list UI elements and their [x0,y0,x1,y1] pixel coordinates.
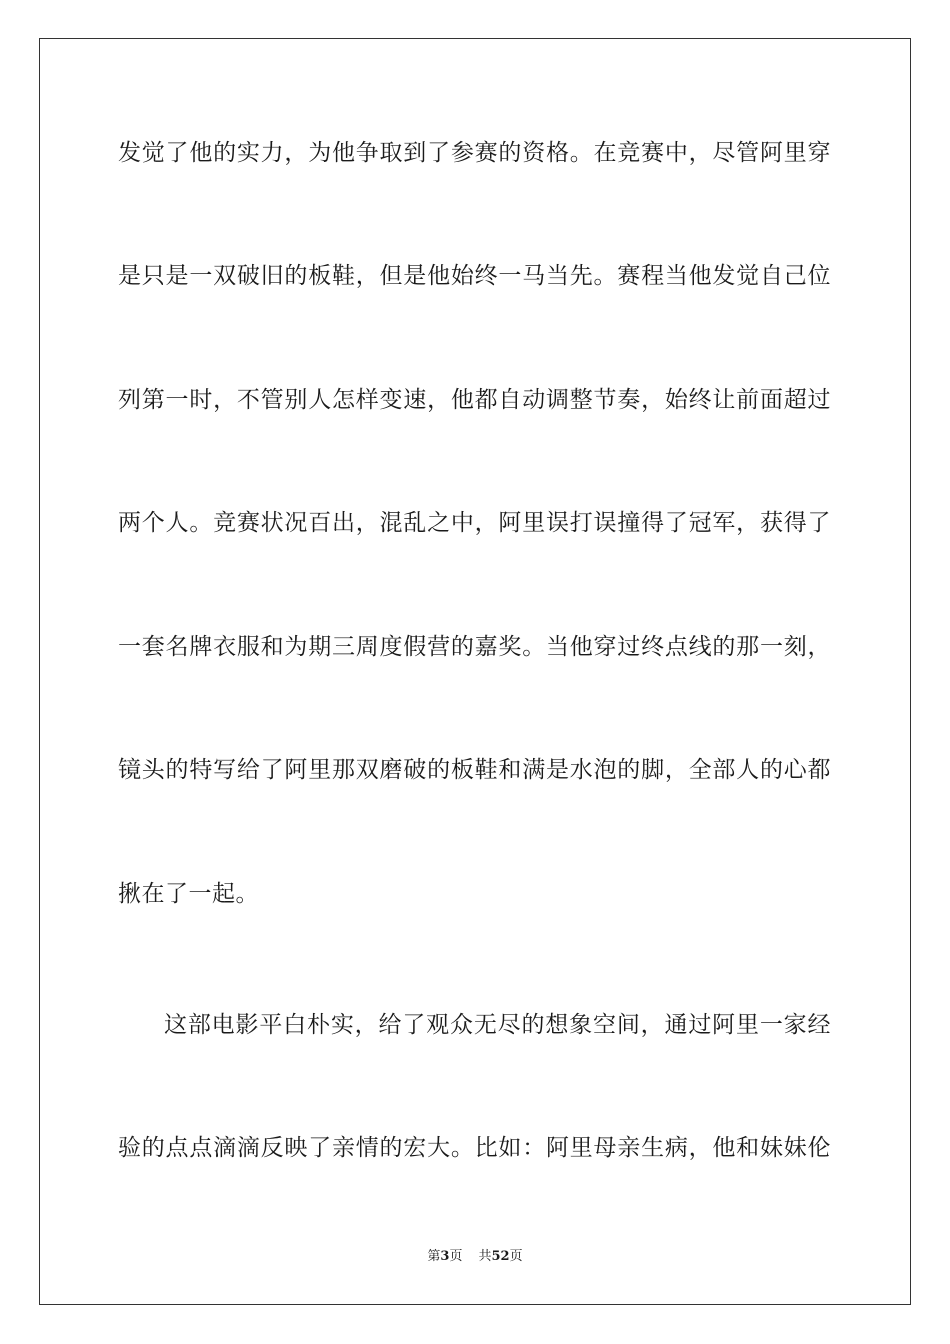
page-suffix: 页 [449,1249,463,1264]
total-suffix: 页 [509,1249,523,1264]
text-line-5: 一套名牌衣服和为期三周度假营的嘉奖。当他穿过终点线的那一刻， [118,634,831,660]
text-line-1: 发觉了他的实力，为他争取到了参赛的资格。在竞赛中，尽管阿里穿 [118,140,831,166]
page-number: 3 [440,1249,450,1264]
text-line-6: 镜头的特写给了阿里那双磨破的板鞋和满是水泡的脚，全部人的心都 [118,757,831,783]
total-pages: 52 [491,1249,510,1264]
text-line-4: 两个人。竞赛状况百出，混乱之中，阿里误打误撞得了冠军，获得了 [118,510,831,536]
page-footer [0,1248,950,1266]
page-prefix: 第 [427,1249,441,1264]
text-line-9: 验的点点滴滴反映了亲情的宏大。比如：阿里母亲生病，他和妹妹伦 [118,1135,831,1161]
paragraph-start-line: 这部电影平白朴实，给了观众无尽的想象空间，通过阿里一家经 [164,1012,831,1038]
text-line-3: 列第一时，不管别人怎样变速，他都自动调整节奏，始终让前面超过 [118,387,831,413]
text-line-2: 是只是一双破旧的板鞋，但是他始终一马当先。赛程当他发觉自己位 [118,263,831,289]
total-prefix: 共 [478,1249,492,1264]
page-border [39,38,911,1305]
text-line-7: 揪在了一起。 [118,881,259,907]
